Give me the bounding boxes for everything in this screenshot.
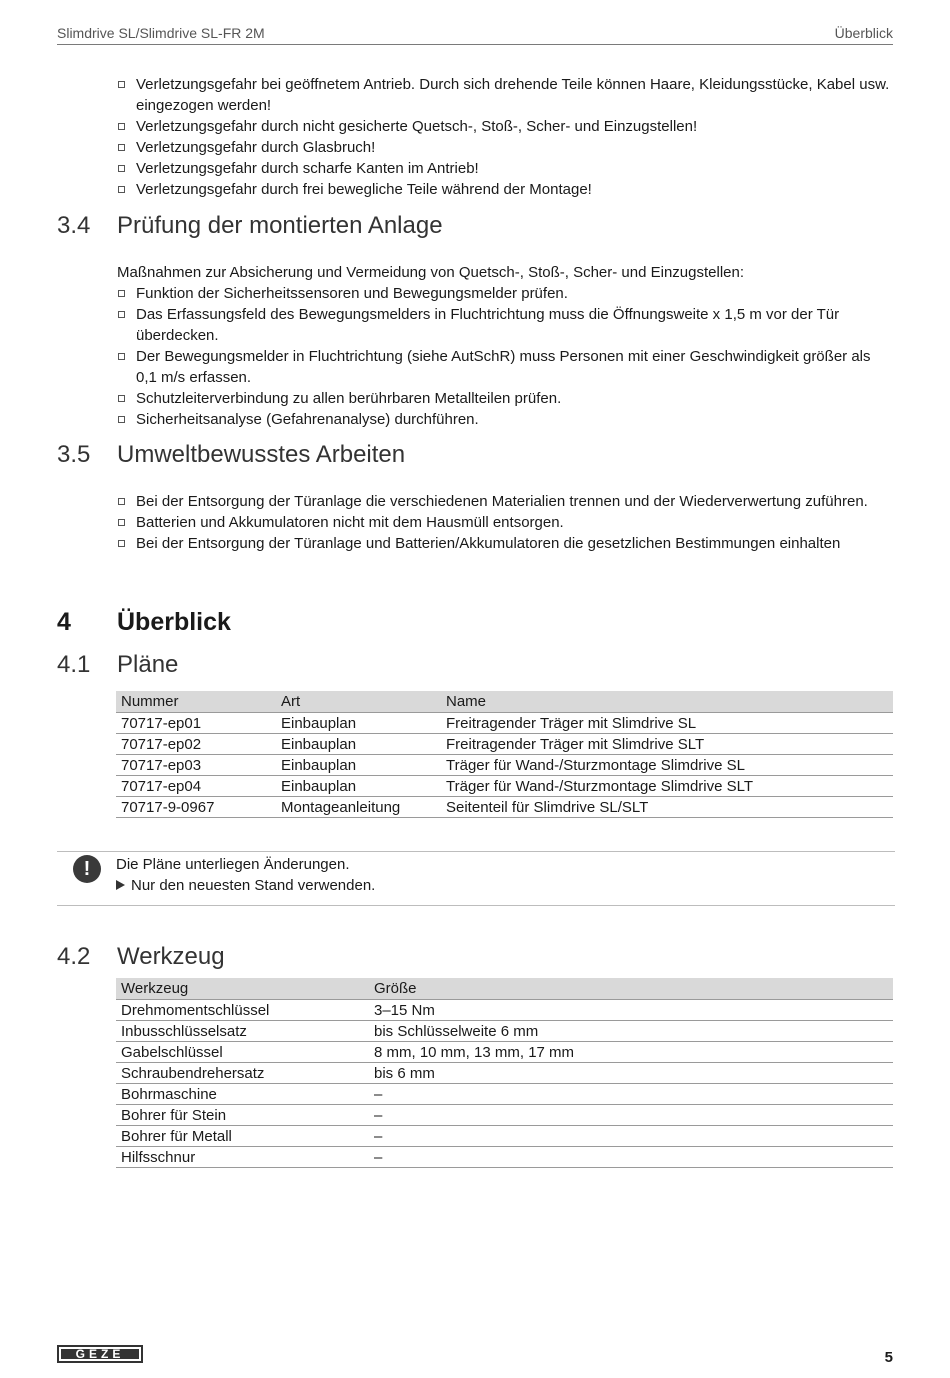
chapter-title: Überblick: [117, 608, 231, 636]
table-cell: Hilfsschnur: [116, 1147, 369, 1168]
list-item: Der Bewegungsmelder in Fluchtrichtung (siehe AutSchR) muss Personen mit einer Geschwindigkeit größer als 0,1 m/s erfassen.: [117, 346, 893, 388]
table-row: [116, 755, 893, 776]
table-cell: 3–15 Nm: [369, 1000, 893, 1021]
table-cell: Inbusschlüsselsatz: [116, 1021, 369, 1042]
table-cell: bis 6 mm: [369, 1063, 893, 1084]
list-item: Verletzungsgefahr durch scharfe Kanten im Antrieb!: [117, 158, 893, 179]
table-cell: Freitragender Träger mit Slimdrive SLT: [441, 734, 893, 755]
list-item: Batterien und Akkumulatoren nicht mit dem Hausmüll entsorgen.: [117, 512, 893, 533]
table-cell: Bohrer für Metall: [116, 1126, 369, 1147]
check-bullet-list: [117, 283, 893, 430]
table-row: [116, 1105, 893, 1126]
note-action-text: Nur den neuesten Stand verwenden.: [131, 877, 376, 894]
table-cell: 70717-ep02: [116, 734, 276, 755]
plans-table: [116, 691, 893, 818]
table-cell: Einbauplan: [276, 755, 441, 776]
table-cell: Seitenteil für Slimdrive SL/SLT: [441, 797, 893, 818]
table-cell: –: [369, 1147, 893, 1168]
section-title: Pläne: [117, 651, 179, 678]
table-row: [116, 1147, 893, 1168]
table-cell: Schraubendrehersatz: [116, 1063, 369, 1084]
table-row: [116, 1042, 893, 1063]
table-cell: –: [369, 1105, 893, 1126]
table-row: [116, 1084, 893, 1105]
table-cell: 8 mm, 10 mm, 13 mm, 17 mm: [369, 1042, 893, 1063]
list-item: Funktion der Sicherheitssensoren und Bewegungsmelder prüfen.: [117, 283, 893, 304]
list-item: Verletzungsgefahr durch frei bewegliche Teile während der Montage!: [117, 179, 893, 200]
logo-text: GEZE: [61, 1349, 139, 1359]
list-item: Bei der Entsorgung der Türanlage und Batterien/Akkumulatoren die gesetzlichen Bestimmungen einhalten: [117, 533, 893, 554]
table-row: [116, 797, 893, 818]
table-cell: Träger für Wand-/Sturzmontage Slimdrive SL: [441, 755, 893, 776]
table-row: [116, 734, 893, 755]
table-row: [116, 1126, 893, 1147]
table-row: [116, 1000, 893, 1021]
table-cell: Einbauplan: [276, 734, 441, 755]
section-number: 3.5: [57, 441, 91, 468]
column-header: Größe: [369, 978, 893, 1000]
geze-logo: [57, 1345, 143, 1363]
header-chapter-title: Überblick: [834, 25, 893, 41]
list-item: Verletzungsgefahr durch Glasbruch!: [117, 137, 893, 158]
table-row: [116, 776, 893, 797]
list-item: Verletzungsgefahr bei geöffnetem Antrieb. Durch sich drehende Teile können Haare, Kleidungsstücke, Kabel usw. eingezogen werden!: [117, 74, 893, 116]
column-header: Nummer: [116, 691, 276, 713]
table-cell: Freitragender Träger mit Slimdrive SL: [441, 713, 893, 734]
tools-table: [116, 978, 893, 1168]
section-number: 4.2: [57, 943, 91, 970]
table-cell: Einbauplan: [276, 713, 441, 734]
environment-bullet-list: [117, 491, 893, 554]
table-cell: 70717-9-0967: [116, 797, 276, 818]
note-box: [57, 851, 895, 906]
table-header-row: [116, 691, 893, 713]
page-header: [57, 22, 893, 45]
table-row: [116, 713, 893, 734]
section-title: Prüfung der montierten Anlage: [117, 212, 443, 239]
section-title: Werkzeug: [117, 943, 225, 970]
table-row: [116, 1063, 893, 1084]
column-header: Name: [441, 691, 893, 713]
list-item: Schutzleiterverbindung zu allen berührbaren Metallteilen prüfen.: [117, 388, 893, 409]
exclamation-icon: !: [73, 855, 101, 883]
table-cell: 70717-ep03: [116, 755, 276, 776]
table-cell: Träger für Wand-/Sturzmontage Slimdrive SLT: [441, 776, 893, 797]
table-cell: Drehmomentschlüssel: [116, 1000, 369, 1021]
table-cell: Gabelschlüssel: [116, 1042, 369, 1063]
table-cell: Bohrer für Stein: [116, 1105, 369, 1126]
section-number: 3.4: [57, 212, 91, 239]
list-item: Bei der Entsorgung der Türanlage die verschiedenen Materialien trennen und der Wiederverwertung zuführen.: [117, 491, 893, 512]
table-header-row: [116, 978, 893, 1000]
section-title: Umweltbewusstes Arbeiten: [117, 441, 406, 468]
table-row: [116, 1021, 893, 1042]
list-item: Verletzungsgefahr durch nicht gesicherte Quetsch-, Stoß-, Scher- und Einzugstellen!: [117, 116, 893, 137]
list-item: Sicherheitsanalyse (Gefahrenanalyse) durchführen.: [117, 409, 893, 430]
table-cell: bis Schlüsselweite 6 mm: [369, 1021, 893, 1042]
table-cell: 70717-ep04: [116, 776, 276, 797]
table-cell: 70717-ep01: [116, 713, 276, 734]
page-number: 5: [884, 1349, 893, 1366]
chapter-number: 4: [57, 608, 71, 636]
table-cell: Einbauplan: [276, 776, 441, 797]
note-text: Die Pläne unterliegen Änderungen.: [116, 856, 350, 873]
table-cell: –: [369, 1126, 893, 1147]
section-intro: Maßnahmen zur Absicherung und Vermeidung von Quetsch-, Stoß-, Scher- und Einzugstellen:: [117, 264, 745, 281]
column-header: Art: [276, 691, 441, 713]
column-header: Werkzeug: [116, 978, 369, 1000]
header-document-title: Slimdrive SL/Slimdrive SL-FR 2M: [57, 25, 265, 41]
list-item: Das Erfassungsfeld des Bewegungsmelders in Fluchtrichtung muss die Öffnungsweite x 1,5 m vor der Tür überdecken.: [117, 304, 893, 346]
note-action: [116, 877, 375, 894]
table-cell: Bohrmaschine: [116, 1084, 369, 1105]
table-cell: –: [369, 1084, 893, 1105]
triangle-right-icon: [116, 880, 125, 890]
table-cell: Montageanleitung: [276, 797, 441, 818]
section-number: 4.1: [57, 651, 91, 678]
warning-bullet-list: [117, 74, 893, 200]
